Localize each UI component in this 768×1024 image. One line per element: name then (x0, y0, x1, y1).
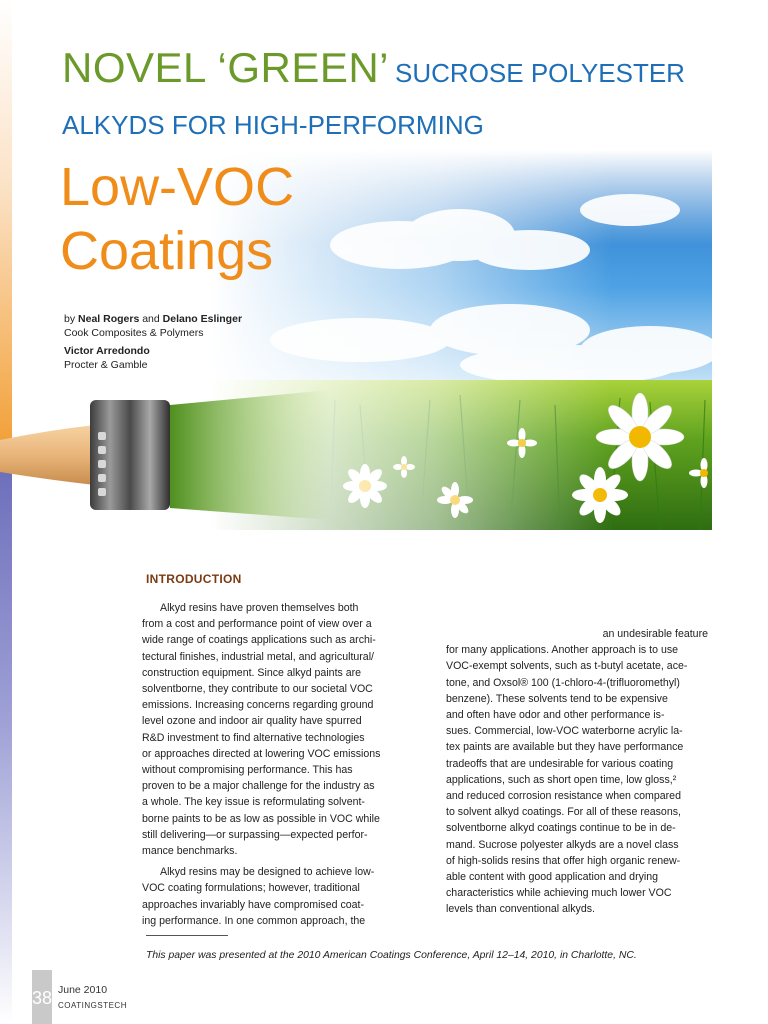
title-line-1 (62, 44, 685, 92)
title-low-voc (60, 155, 294, 283)
col1-line: a whole. The key issue is reformulating solvent- (142, 796, 365, 809)
col1-line: construction equipment. Since alkyd paints are (142, 666, 362, 679)
col1-line: ing performance. In one common approach, the (142, 914, 366, 927)
col2-line: an undesirable feature (602, 628, 708, 640)
paintbrush-illustration (0, 380, 330, 530)
col1-line: tectural finishes, industrial metal, and agricultural/ (142, 650, 374, 663)
col2-line: solventborne alkyd coatings continue to be in de- (446, 822, 676, 835)
col2-line: tex paints are available but they have performance (446, 741, 684, 754)
col2-line: VOC-exempt solvents, such as t-butyl acetate, ace- (446, 660, 688, 673)
col1-line: VOC coating formulations; however, traditional (142, 882, 360, 895)
col1-line: approaches invariably have compromised coat- (142, 898, 364, 911)
col2-line: mand. Sucrose polyester alkyds are a novel class (446, 838, 679, 851)
col2-line: characteristics while achieving much lower VOC (446, 887, 672, 900)
col2-line: to solvent alkyd coatings. For all of these reasons, (446, 806, 681, 819)
col1-line: Alkyd resins may be designed to achieve low- (160, 866, 375, 879)
col1-line: without compromising performance. This has (142, 764, 353, 777)
col1-line: proven to be a major challenge for the industry as (142, 780, 375, 793)
byline (64, 312, 242, 372)
section-heading: INTRODUCTION (146, 572, 242, 586)
col1-line: level ozone and indoor air quality have spurred (142, 715, 362, 728)
col1-line: emissions. Increasing concerns regarding ground (142, 699, 374, 712)
author-3: Victor Arredondo (64, 345, 150, 357)
issue-date: June 2010 (58, 984, 108, 996)
magazine-name: COATINGSTECH (58, 1001, 127, 1010)
footnote: This paper was presented at the 2010 American Coatings Conference, April 12–14, 2010, in Charlotte, NC. (146, 950, 637, 961)
col2-line: applications, such as short open time, low gloss,² (446, 773, 677, 786)
col1-line: borne paints to be as low as possible in VOC while (142, 812, 380, 825)
byline-and: and (142, 313, 160, 325)
byline-by: by (64, 313, 76, 325)
page-number: 38 (32, 988, 53, 1008)
col1-line: Alkyd resins have proven themselves both (160, 602, 359, 614)
affiliation-1: Cook Composites & Polymers (64, 327, 204, 339)
col2-line: and reduced corrosion resistance when compared (446, 790, 681, 803)
col1-line: from a cost and performance point of view over a (142, 618, 372, 631)
author-2: Delano Eslinger (162, 313, 243, 325)
title-coatings-line: Coatings (60, 221, 274, 281)
col1-line: solventborne, they contribute to our societal VOC (142, 683, 373, 696)
footnote-rule (146, 935, 228, 936)
col2-line: levels than conventional alkyds. (446, 903, 595, 916)
title-green: NOVEL ‘GREEN’ (62, 44, 390, 91)
column-1 (142, 600, 404, 929)
title-low-voc-line: Low-VOC (60, 157, 295, 217)
col2-line: tradeoffs that are undesirable for various coating (446, 757, 674, 770)
col2-line: tone, and Oxsol® 100 (1-chloro-4-(trifluoromethyl) (446, 676, 680, 689)
col1-line: R&D investment to find alternative technologies (142, 731, 365, 744)
column-2 (446, 626, 712, 918)
col1-line: wide range of coatings applications such as archi- (142, 634, 376, 647)
col2-line: for many applications. Another approach is to use (446, 644, 679, 657)
author-1: Neal Rogers (78, 313, 140, 325)
col2-line: of high-solids resins that offer high organic renew- (446, 854, 681, 867)
title-blue: SUCROSE POLYESTER (395, 58, 685, 88)
col2-line: sues. Commercial, low-VOC waterborne acrylic la- (446, 725, 683, 738)
col2-line: benzene). These solvents tend to be expensive (446, 692, 668, 705)
title-line-2: ALKYDS FOR HIGH-PERFORMING (62, 110, 484, 140)
col2-line: and often have odor and other performance is- (446, 709, 665, 722)
col2-line: able content with good application and drying (446, 871, 659, 884)
col1-line: or approaches directed at lowering VOC emissions (142, 747, 381, 760)
left-accent-bar-blue (0, 470, 12, 1024)
col1-line: mance benchmarks. (142, 845, 238, 858)
affiliation-2: Procter & Gamble (64, 359, 148, 371)
col1-line: still delivering—or surpassing—expected perfor- (142, 828, 368, 841)
